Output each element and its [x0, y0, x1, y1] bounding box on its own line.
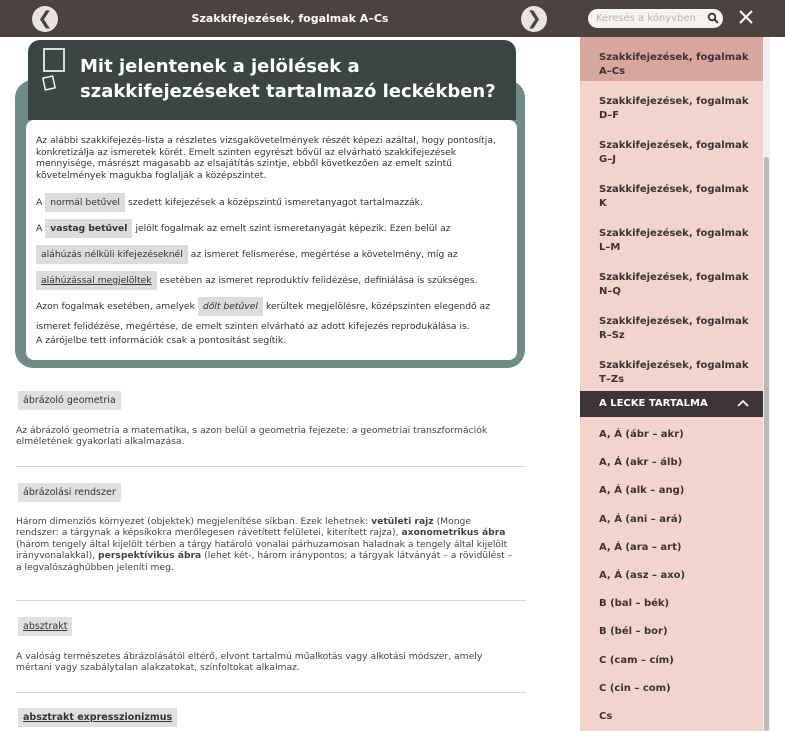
info-intro: Az alábbi szakkifejezés-lista a részletes vizsgakövetelmények részét képezi azáltal, hogy pontosítja, konkretizálja az ismeretek körét. Emelt szinten egyrészt bővül az elvárható szakkifejezések mennyisége, másrészt magasabb az elsajátítás szintje, ebből következően az emelt szintű követelmények magukba foglalják a középszintet.	[36, 135, 496, 181]
sidebar-item-g-j[interactable]: Szakkifejezések, fogalmak G–J	[599, 140, 749, 165]
sidebar	[580, 37, 763, 731]
search-icon[interactable]	[707, 12, 719, 24]
info-title: Mit jelentenek a jelölések a szakkifejezéseket tartalmazó leckékben?	[80, 56, 496, 102]
chip-bold: vastag betűvel	[45, 219, 132, 238]
sidebar-item-r-sz[interactable]: Szakkifejezések, fogalmak R–Sz	[599, 316, 749, 341]
term-title: absztrakt	[18, 617, 72, 636]
close-icon[interactable]	[736, 7, 756, 27]
term-title: absztrakt expresszionizmus	[18, 708, 177, 727]
sidebar-item-n-q[interactable]: Szakkifejezések, fogalmak N–Q	[599, 272, 749, 297]
sidebar-item-l-m[interactable]: Szakkifejezések, fogalmak L–M	[599, 228, 749, 253]
sidebar-item-k[interactable]: Szakkifejezések, fogalmak K	[599, 184, 749, 209]
sidebar-header	[580, 0, 785, 37]
next-page-button[interactable]: ❯	[521, 6, 547, 32]
chip-italic: dőlt betűvel	[198, 297, 263, 316]
lesson-item[interactable]: A, Á (alk – ang)	[599, 485, 685, 497]
lesson-contents-header[interactable]	[580, 391, 763, 417]
lesson-item[interactable]: A, Á (ara – art)	[599, 541, 682, 553]
divider	[16, 692, 526, 693]
sidebar-scrollbar-thumb[interactable]	[764, 157, 769, 731]
info-line-6: ismeret felidézése, megértése, de emelt szinten elvárható az adott kifejezés reprodukálása is.	[36, 321, 470, 332]
chevron-up-icon[interactable]	[737, 399, 749, 407]
top-bar	[0, 0, 580, 37]
sidebar-item-t-zs[interactable]: Szakkifejezések, fogalmak T–Zs	[599, 360, 749, 385]
book-icon	[40, 47, 70, 91]
term-title: ábrázoló geometria	[18, 391, 121, 410]
chip-normal: normál betűvel	[45, 193, 125, 212]
info-line-no-underline: aláhúzás nélküli kifejezéseknél az ismeret felismerése, megértése a követelmény, míg az	[36, 245, 458, 264]
lesson-item[interactable]: A, Á (akr – álb)	[599, 457, 683, 469]
info-line-bold: A vastag betűvel jelölt fogalmak az emelt szint ismeretanyagát képezik. Ezen belül az	[36, 219, 451, 238]
lesson-item[interactable]: Cs	[599, 710, 613, 722]
page-title: Szakkifejezések, fogalmak A–Cs	[191, 12, 389, 25]
lesson-item[interactable]: B (bél – bor)	[599, 626, 668, 638]
lesson-item[interactable]: A, Á (ani – ará)	[599, 513, 683, 525]
search-placeholder: Keresés a könyvben	[596, 13, 696, 24]
info-line-underline: aláhúzással megjelöltek esetében az ismeret reproduktív felidézése, definiálása is szükséges.	[36, 271, 478, 290]
chip-underline: aláhúzással megjelöltek	[36, 271, 157, 290]
divider	[16, 600, 526, 601]
lesson-item[interactable]: C (cam – cím)	[599, 654, 674, 666]
term-title: ábrázolási rendszer	[18, 483, 121, 502]
term-description: A valóság természetes ábrázolásától eltérő, elvont tartalmú műalkotás vagy alkotási módszer, amely mértani vagy szabálytalan alakzatokat, színfoltokat alkalmaz.	[16, 651, 483, 674]
info-line-normal: A normál betűvel szedett kifejezések a középszintű ismeretanyagot tartalmazzák.	[36, 193, 423, 212]
lesson-contents-title: A LECKE TARTALMA	[599, 398, 708, 409]
lesson-item[interactable]: A, Á (ábr – akr)	[599, 429, 684, 440]
lesson-item[interactable]: C (cin – com)	[599, 682, 671, 694]
search-input[interactable]	[588, 9, 723, 28]
sidebar-item-a-cs[interactable]: Szakkifejezések, fogalmak A–Cs	[580, 37, 763, 81]
sidebar-item-d-f[interactable]: Szakkifejezések, fogalmak D–F	[599, 96, 749, 121]
term-description: Az ábrázoló geometria a matematika, s azon belül a geometria fejezete: a geometriai transzformációk elméletének gyakorlati alkalmazása.	[16, 425, 488, 448]
info-line-7: A zárójelbe tett információk csak a pontosítást segítik.	[36, 335, 287, 346]
lesson-item[interactable]: A, Á (asz – axo)	[599, 569, 686, 581]
term-description: Három dimenziós környezet (objektek) megjelenítése síkban. Ezek lehetnek: vetületi rajz (Monge rendszer: a tárgynak a képsíkokra merőlegesen rávetített felületei, kiterített rajza), axonometrikus ábra (három tengely által kijelölt térben a tárgy határoló vonalai párhuzamosan haladnak a tengely által kijelölt irányvonalakkal), perspektívikus ábra (lehet két-, három iránypontos; a tárgyak látványát – a rövidülést – a legvalószághűbben jeleníti meg.	[16, 516, 513, 573]
info-line-italic: Azon fogalmak esetében, amelyek dőlt betűvel kerültek megjelölésre, középszinten elegendő az	[36, 297, 490, 316]
divider	[16, 466, 526, 467]
lesson-item[interactable]: B (bal – bék)	[599, 598, 670, 610]
info-box-header	[28, 40, 516, 120]
chip-no-underline: aláhúzás nélküli kifejezéseknél	[36, 245, 188, 264]
prev-page-button[interactable]: ❮	[32, 6, 58, 32]
sidebar-scrollbar[interactable]	[763, 37, 770, 731]
